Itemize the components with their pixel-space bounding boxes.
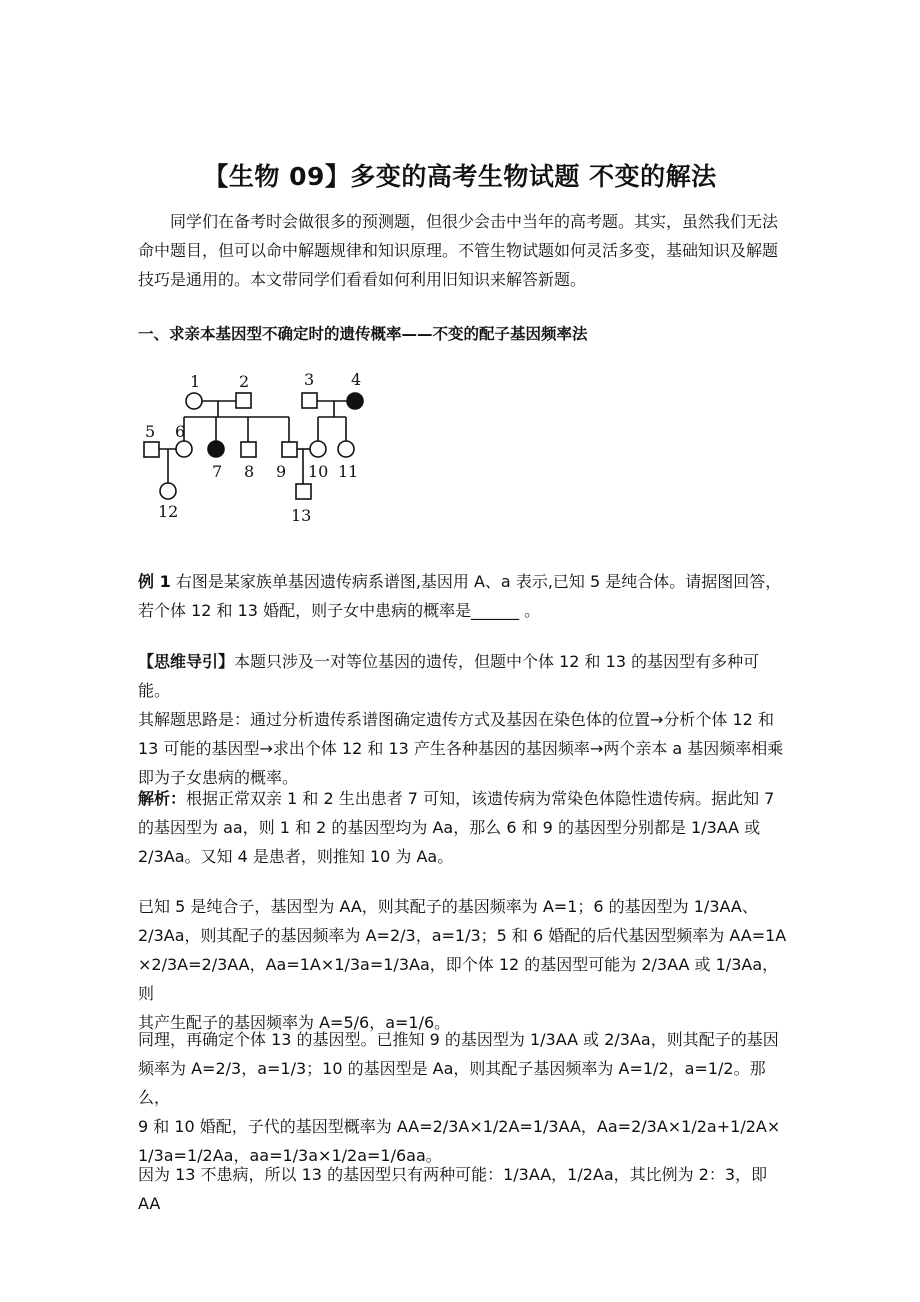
- label-3: 3: [304, 370, 315, 389]
- individual-11: [338, 441, 354, 457]
- individual-5: [144, 442, 159, 457]
- guide-label: 【思维导引】: [138, 652, 235, 671]
- label-12: 12: [158, 502, 179, 521]
- individual-9: [282, 442, 297, 457]
- individual-2: [236, 393, 251, 408]
- individual-10: [310, 441, 326, 457]
- label-2: 2: [239, 372, 250, 391]
- section-heading-1: 一、求亲本基因型不确定时的遗传概率——不变的配子基因频率法: [138, 325, 588, 343]
- label-13: 13: [291, 506, 312, 525]
- label-1: 1: [190, 372, 201, 391]
- individual-3: [302, 393, 317, 408]
- individual-1: [186, 393, 202, 409]
- label-9: 9: [276, 462, 287, 481]
- label-6: 6: [175, 422, 186, 441]
- label-5: 5: [145, 422, 156, 441]
- individual-6: [176, 441, 192, 457]
- conclusion-paragraph: 因为 13 不患病，所以 13 的基因型只有两种可能：1/3AA，1/2Aa，其比例为 2：3，即 AA: [138, 1165, 768, 1213]
- analysis-label: 解析：: [138, 789, 187, 808]
- label-7: 7: [212, 462, 223, 481]
- example-label: 例 1: [138, 572, 171, 591]
- intro-paragraph: 同学们在备考时会做很多的预测题，但很少会击中当年的高考题。其实，虽然我们无法 命中题目，但可以命中解题规律和知识原理。不管生物试题如何灵活多变，基础知识及解题 技巧是通用的。本文带同学们看看如何利用旧知识来解答新题。: [138, 212, 779, 289]
- label-4: 4: [351, 370, 362, 389]
- page-title: 【生物 09】多变的高考生物试题 不变的解法: [203, 161, 717, 191]
- label-11: 11: [338, 462, 359, 481]
- example-text: 右图是某家族单基因遗传病系谱图,基因用 A、a 表示,已知 5 是纯合体。请据图回答， 若个体 12 和 13 婚配，则子女中患病的概率是______ 。: [138, 572, 782, 620]
- analysis-paragraph: [138, 784, 788, 871]
- example-1: [138, 567, 788, 625]
- guide-text: 本题只涉及一对等位基因的遗传，但题中个体 12 和 13 的基因型有多种可能。 其解题思路是：通过分析遗传系谱图确定遗传方式及基因在染色体的位置→分析个体 12 和 13 可能的基因型→求出个体 12 和 13 产生各种基因的基因频率→两个亲本 a 基因频率相乘 即为子女患病的概率。: [138, 652, 784, 787]
- individual-7: [208, 441, 224, 457]
- thinking-guide: [138, 647, 788, 792]
- label-10: 10: [308, 462, 329, 481]
- individual-4: [347, 393, 363, 409]
- individual-13-paragraph: 同理，再确定个体 13 的基因型。已推知 9 的基因型为 1/3AA 或 2/3Aa，则其配子的基因 频率为 A=2/3，a=1/3；10 的基因型是 Aa，则其配子基因频率为 A=1/2，a=1/2。那么， 9 和 10 婚配，子代的基因型概率为 AA=2/3A×1/2A=1/3AA，Aa=2/3A×1/2a+1/2A× 1/3a=1/2Aa，aa=1/3a×1/2a=1/6aa。: [138, 1030, 781, 1165]
- analysis-text: 根据正常双亲 1 和 2 生出患者 7 可知，该遗传病为常染色体隐性遗传病。据此知 7 的基因型为 aa，则 1 和 2 的基因型均为 Aa，那么 6 和 9 的基因型分别都是 1/3AA 或 2/3Aa。又知 4 是患者，则推知 10 为 Aa。: [138, 789, 775, 866]
- gamete-frequency-paragraph: 已知 5 是纯合子，基因型为 AA，则其配子的基因频率为 A=1；6 的基因型为 1/3AA、 2/3Aa，则其配子的基因频率为 A=2/3，a=1/3；5 和 6 婚配的后代基因型频率为 AA=1A ×2/3A=2/3AA，Aa=1A×1/3a=1/3Aa，即个体 12 的基因型可能为 2/3AA 或 1/3Aa，则 其产生配子的基因频率为 A=5/6，a=1/6。: [138, 897, 787, 1032]
- individual-12: [160, 483, 176, 499]
- individual-8: [241, 442, 256, 457]
- label-8: 8: [244, 462, 255, 481]
- individual-13: [296, 484, 311, 499]
- pedigree-chart: [138, 365, 370, 525]
